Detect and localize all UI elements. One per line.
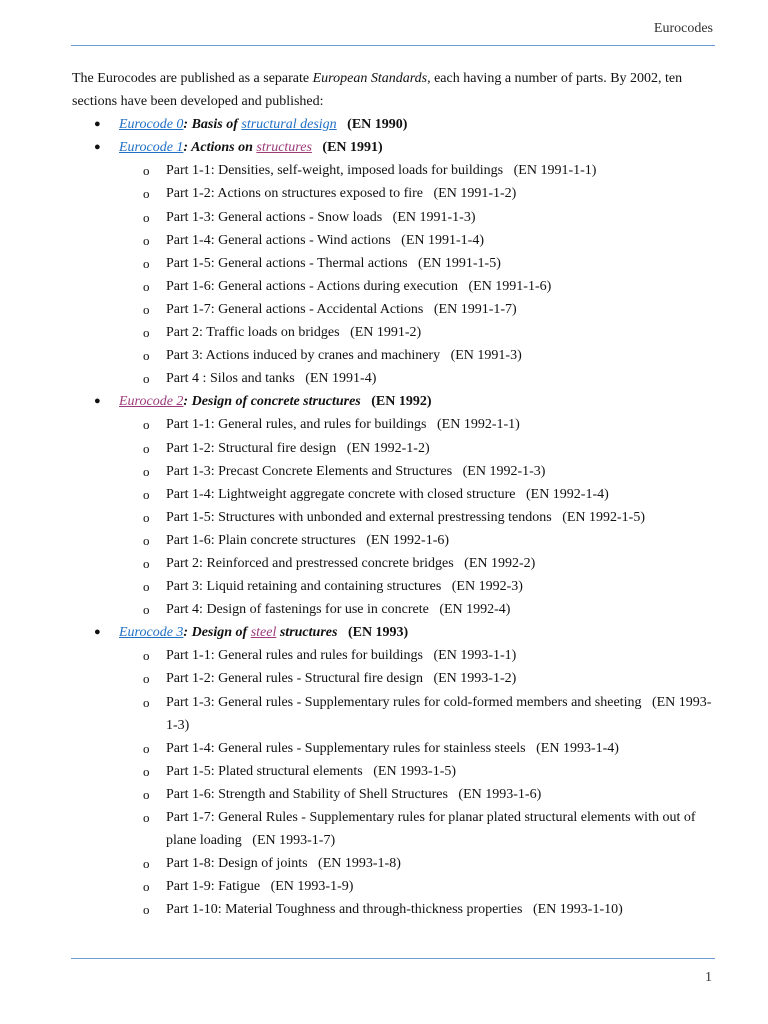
part-text: Part 1-4: General rules - Supplementary rules for stainless steels (EN 1993-1-4) bbox=[166, 740, 619, 756]
part-text: Part 2: Reinforced and prestressed concrete bridges (EN 1992-2) bbox=[166, 555, 536, 571]
circle-bullet-icon: o bbox=[143, 232, 150, 248]
eurocode-section bbox=[72, 621, 717, 921]
part-item bbox=[119, 367, 717, 390]
part-text: Part 2: Traffic loads on bridges (EN 1991-2) bbox=[166, 325, 422, 341]
part-text: Part 1-9: Fatigue (EN 1993-1-9) bbox=[166, 879, 354, 895]
circle-bullet-icon: o bbox=[143, 278, 150, 294]
part-text: Part 1-8: Design of joints (EN 1993-1-8) bbox=[166, 856, 401, 872]
part-item bbox=[119, 413, 717, 436]
running-header-title: Eurocodes bbox=[653, 21, 713, 36]
part-item bbox=[119, 598, 717, 621]
bullet-icon: ● bbox=[94, 118, 101, 131]
topic-link[interactable]: steel bbox=[250, 625, 277, 641]
part-item bbox=[119, 898, 717, 921]
section-title-text: : Basis of bbox=[183, 117, 242, 133]
section-title bbox=[119, 625, 408, 640]
part-item bbox=[119, 852, 717, 875]
part-item bbox=[119, 644, 717, 667]
part-item bbox=[119, 159, 717, 182]
part-text: Part 1-3: General actions - Snow loads (EN 1991-1-3) bbox=[166, 209, 476, 225]
eurocode-section bbox=[72, 390, 717, 621]
section-title-text: : Design of concrete structures bbox=[183, 394, 361, 410]
circle-bullet-icon: o bbox=[143, 348, 150, 364]
eurocode-section-list bbox=[72, 113, 717, 921]
part-text: Part 1-1: General rules and rules for buildings (EN 1993-1-1) bbox=[166, 648, 517, 664]
eurocode-link[interactable]: Eurocode 1 bbox=[119, 140, 184, 156]
circle-bullet-icon: o bbox=[143, 440, 150, 456]
topic-link[interactable]: structural design bbox=[241, 117, 337, 133]
intro-paragraph bbox=[72, 67, 717, 113]
part-item bbox=[119, 298, 717, 321]
part-item bbox=[119, 875, 717, 898]
document-body bbox=[72, 67, 717, 921]
intro-text-after: , each having a number of parts. By 2002, ten sections have been developed and published: bbox=[72, 71, 683, 110]
circle-bullet-icon: o bbox=[143, 810, 150, 825]
circle-bullet-icon: o bbox=[143, 255, 150, 271]
part-item bbox=[119, 667, 717, 690]
circle-bullet-icon: o bbox=[143, 694, 150, 710]
part-item bbox=[119, 182, 717, 205]
part-text: Part 3: Actions induced by cranes and machinery (EN 1991-3) bbox=[166, 348, 522, 364]
part-text: Part 1-3: General rules - Supplementary rules for cold-formed members and sheeting (EN 1993-1-3) bbox=[166, 694, 712, 733]
circle-bullet-icon: o bbox=[143, 856, 150, 872]
standard-code: (EN 1993) bbox=[347, 625, 409, 641]
bullet-icon: ● bbox=[94, 141, 101, 154]
part-text: Part 1-6: General actions - Actions during execution (EN 1991-1-6) bbox=[166, 278, 552, 294]
part-list bbox=[119, 413, 717, 621]
part-item bbox=[119, 344, 717, 367]
part-item bbox=[119, 806, 717, 852]
part-text: Part 1-6: Strength and Stability of Shell Structures (EN 1993-1-6) bbox=[166, 786, 542, 802]
circle-bullet-icon: o bbox=[143, 671, 150, 687]
part-item bbox=[119, 483, 717, 506]
part-item bbox=[119, 691, 717, 737]
eurocode-link[interactable]: Eurocode 2 bbox=[119, 394, 184, 410]
part-item bbox=[119, 437, 717, 460]
circle-bullet-icon: o bbox=[143, 786, 150, 802]
section-title-text: : Actions on bbox=[183, 140, 257, 156]
page-number: 1 bbox=[705, 970, 712, 985]
standard-code: (EN 1990) bbox=[347, 117, 408, 133]
part-text: Part 1-2: Actions on structures exposed to fire (EN 1991-1-2) bbox=[166, 186, 517, 202]
part-item bbox=[119, 760, 717, 783]
part-text: Part 1-5: Structures with unbonded and external prestressing tendons (EN 1992-1-5) bbox=[166, 509, 646, 525]
part-text: Part 1-2: Structural fire design (EN 1992-1-2) bbox=[166, 440, 430, 456]
part-text: Part 1-6: Plain concrete structures (EN 1992-1-6) bbox=[166, 532, 450, 548]
part-text: Part 1-7: General actions - Accidental Actions (EN 1991-1-7) bbox=[166, 301, 517, 317]
part-item bbox=[119, 460, 717, 483]
standard-code: (EN 1991) bbox=[322, 140, 383, 156]
circle-bullet-icon: o bbox=[143, 486, 150, 502]
circle-bullet-icon: o bbox=[143, 602, 150, 618]
eurocode-link[interactable]: Eurocode 3 bbox=[119, 625, 184, 641]
topic-link[interactable]: structures bbox=[256, 140, 312, 156]
bullet-icon: ● bbox=[94, 626, 101, 639]
circle-bullet-icon: o bbox=[143, 555, 150, 571]
part-item bbox=[119, 783, 717, 806]
part-text: Part 1-5: Plated structural elements (EN 1993-1-5) bbox=[166, 763, 457, 779]
header-rule bbox=[71, 45, 715, 46]
part-text: Part 4: Design of fastenings for use in concrete (EN 1992-4) bbox=[166, 602, 511, 618]
section-title-tail: structures bbox=[276, 625, 338, 641]
part-list bbox=[119, 644, 717, 921]
section-title bbox=[119, 394, 432, 409]
part-item bbox=[119, 552, 717, 575]
circle-bullet-icon: o bbox=[143, 301, 150, 317]
eurocode-section bbox=[72, 136, 717, 390]
part-item bbox=[119, 229, 717, 252]
part-text: Part 1-5: General actions - Thermal actions (EN 1991-1-5) bbox=[166, 255, 501, 271]
circle-bullet-icon: o bbox=[143, 740, 150, 756]
part-text: Part 3: Liquid retaining and containing structures (EN 1992-3) bbox=[166, 579, 523, 595]
circle-bullet-icon: o bbox=[143, 209, 150, 225]
part-text: Part 1-3: Precast Concrete Elements and Structures (EN 1992-1-3) bbox=[166, 463, 546, 479]
part-text: Part 1-4: General actions - Wind actions (EN 1991-1-4) bbox=[166, 232, 484, 248]
part-item bbox=[119, 737, 717, 760]
part-text: Part 1-4: Lightweight aggregate concrete with closed structure (EN 1992-1-4) bbox=[166, 486, 609, 502]
part-item bbox=[119, 321, 717, 344]
circle-bullet-icon: o bbox=[143, 417, 150, 433]
part-item bbox=[119, 206, 717, 229]
intro-italic-term: European Standards bbox=[312, 71, 428, 86]
intro-text-before: The Eurocodes are published as a separate bbox=[72, 71, 313, 86]
circle-bullet-icon: o bbox=[143, 532, 150, 548]
circle-bullet-icon: o bbox=[143, 509, 150, 525]
circle-bullet-icon: o bbox=[143, 879, 150, 895]
part-item bbox=[119, 529, 717, 552]
part-item bbox=[119, 575, 717, 598]
footer-rule bbox=[71, 958, 715, 959]
standard-code: (EN 1992) bbox=[371, 394, 432, 410]
part-text: Part 1-2: General rules - Structural fire design (EN 1993-1-2) bbox=[166, 671, 517, 687]
part-item bbox=[119, 275, 717, 298]
part-text: Part 1-10: Material Toughness and through-thickness properties (EN 1993-1-10) bbox=[166, 902, 623, 918]
circle-bullet-icon: o bbox=[143, 648, 150, 664]
part-text: Part 1-1: General rules, and rules for buildings (EN 1992-1-1) bbox=[166, 417, 520, 433]
bullet-icon: ● bbox=[94, 395, 101, 408]
section-title-text: : Design of bbox=[183, 625, 251, 641]
section-title bbox=[119, 117, 407, 132]
eurocode-section bbox=[72, 113, 717, 136]
part-text: Part 4 : Silos and tanks (EN 1991-4) bbox=[166, 371, 377, 387]
part-list bbox=[119, 159, 717, 390]
part-text: Part 1-1: Densities, self-weight, imposed loads for buildings (EN 1991-1-1) bbox=[166, 163, 597, 179]
circle-bullet-icon: o bbox=[143, 325, 150, 341]
eurocode-link[interactable]: Eurocode 0 bbox=[119, 117, 184, 133]
part-item bbox=[119, 506, 717, 529]
circle-bullet-icon: o bbox=[143, 186, 150, 202]
part-text: Part 1-7: General Rules - Supplementary rules for planar plated structural elements with out of plane loading (EN 1993-1-7) bbox=[166, 810, 700, 849]
circle-bullet-icon: o bbox=[143, 371, 150, 387]
circle-bullet-icon: o bbox=[143, 579, 150, 595]
section-title bbox=[119, 140, 383, 155]
circle-bullet-icon: o bbox=[143, 163, 150, 179]
circle-bullet-icon: o bbox=[143, 463, 150, 479]
circle-bullet-icon: o bbox=[143, 763, 150, 779]
circle-bullet-icon: o bbox=[143, 902, 150, 918]
part-item bbox=[119, 252, 717, 275]
